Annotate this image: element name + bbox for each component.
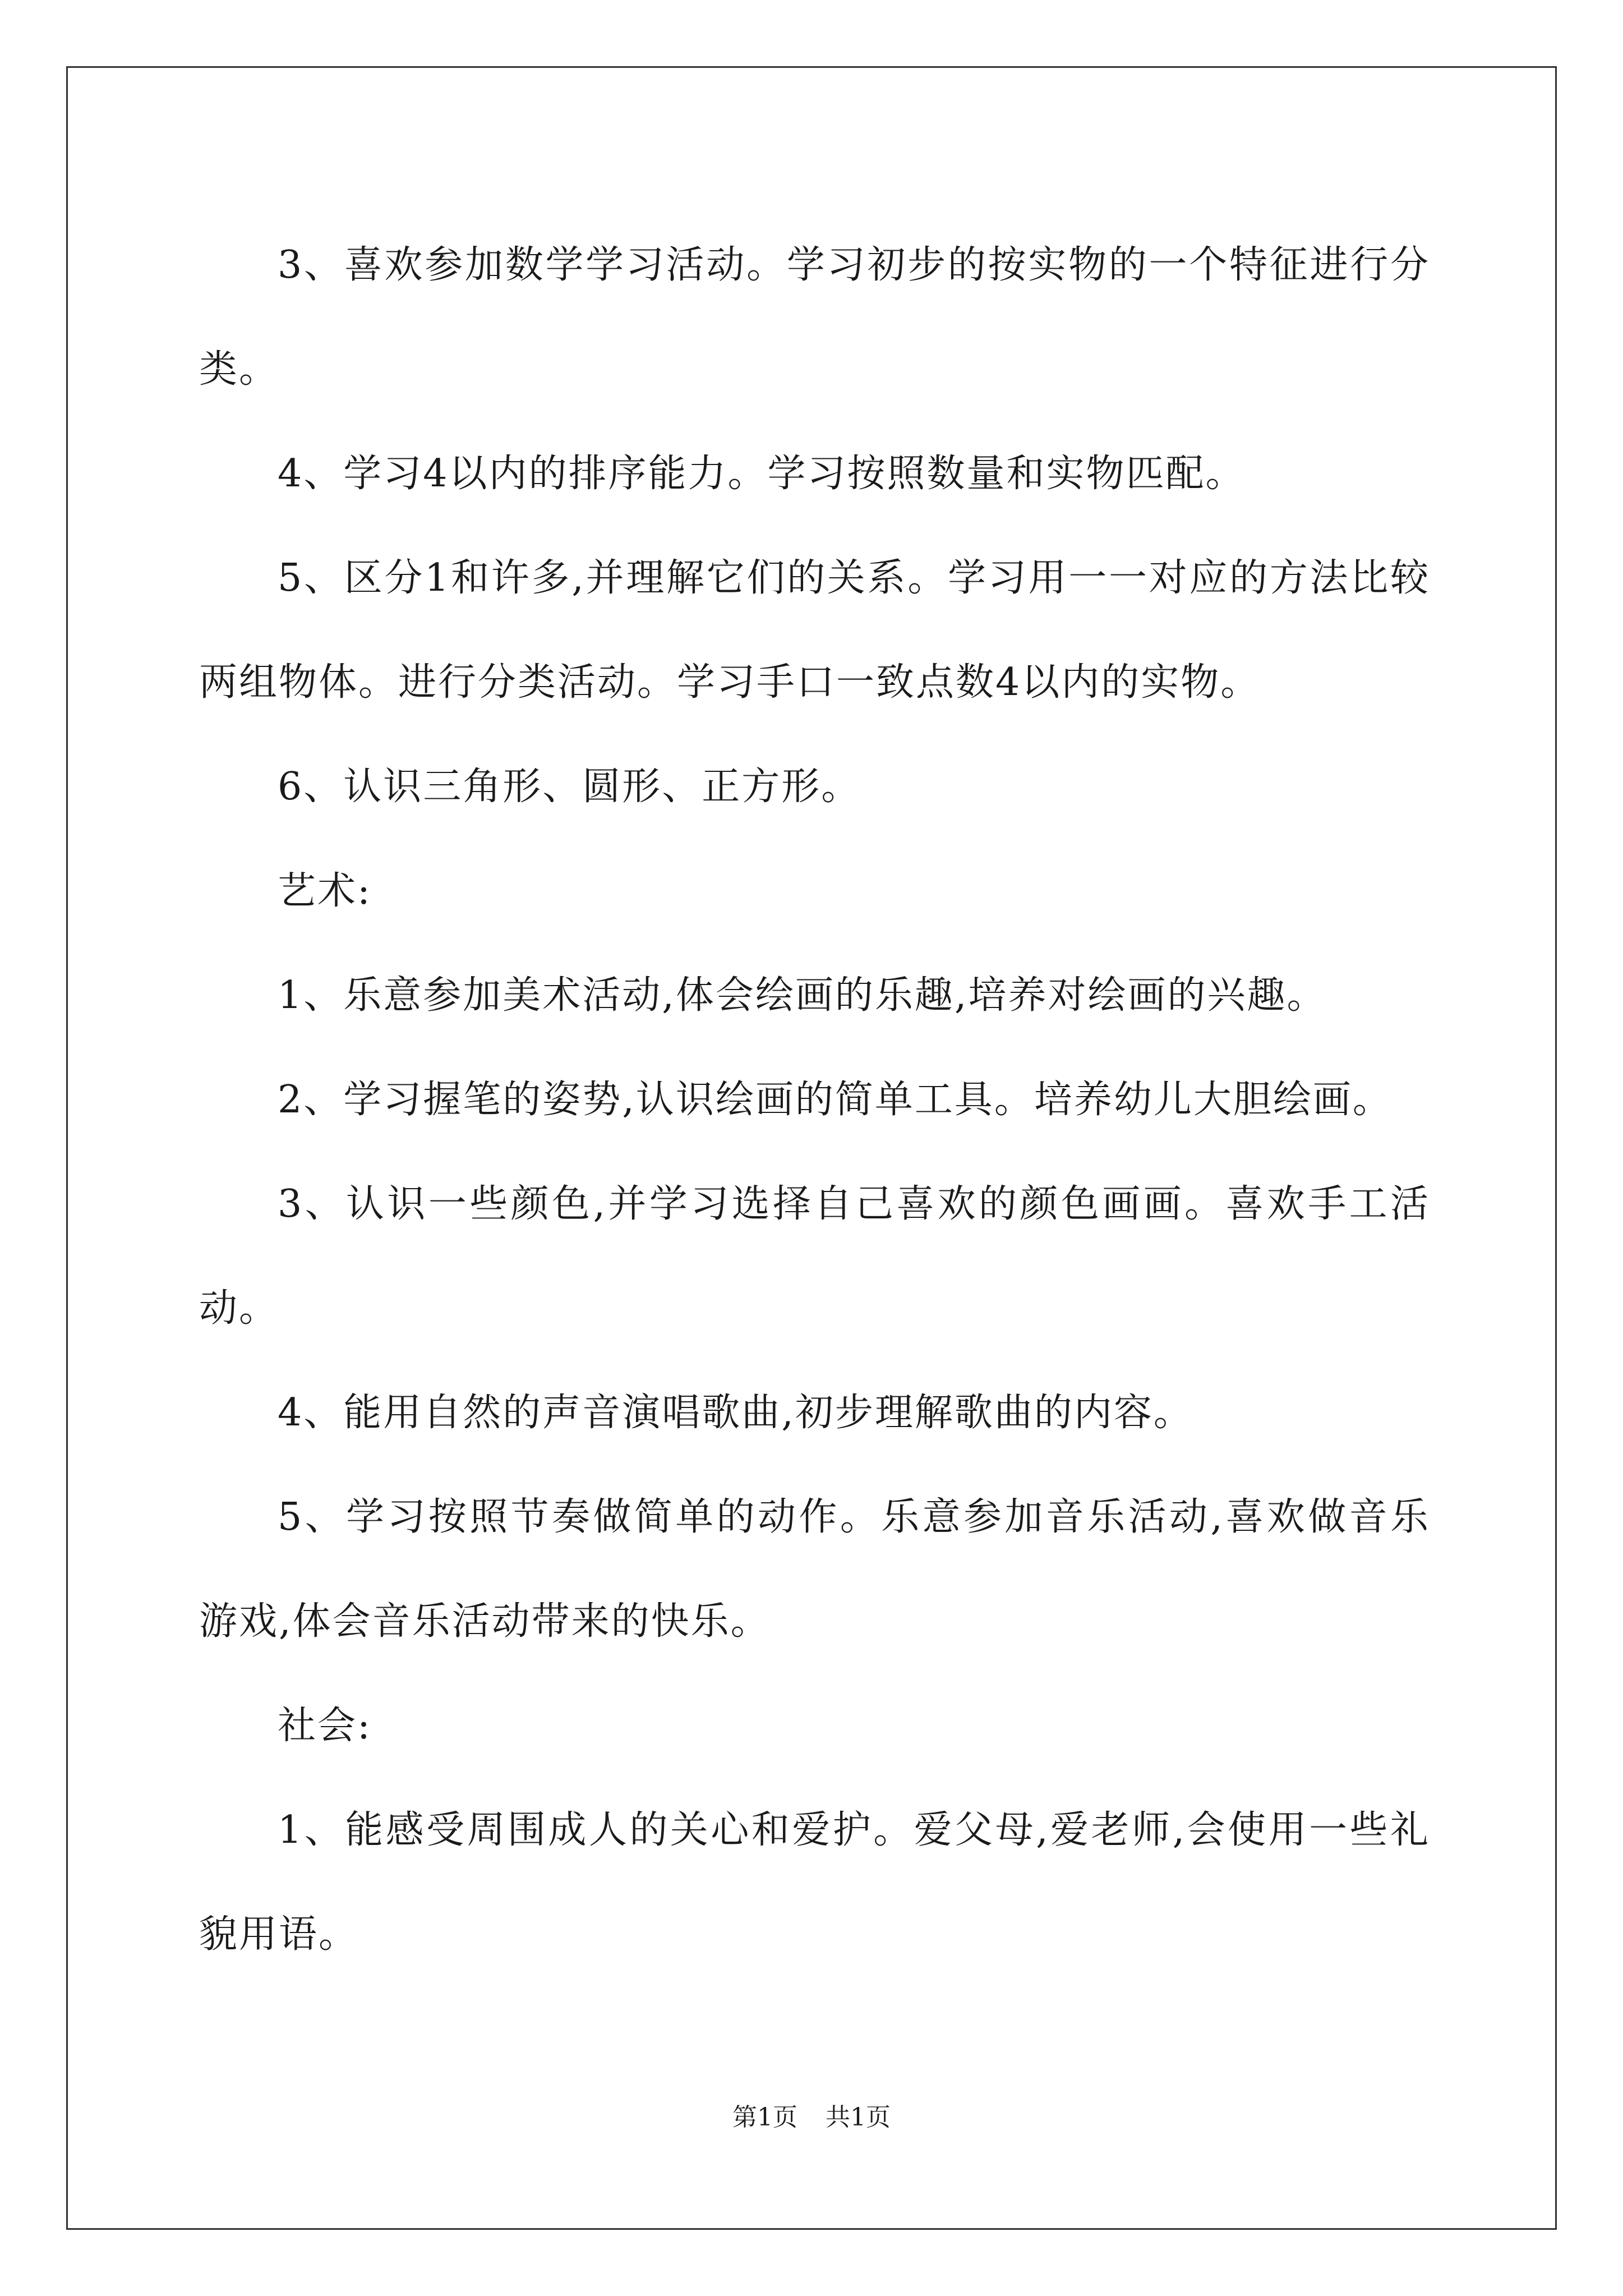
paragraph-math-5: 5、区分1和许多,并理解它们的关系。学习用一一对应的方法比较两组物体。进行分类活动。学习手口一致点数4以内的实物。 [199, 556, 1430, 705]
paragraph-math-3: 3、喜欢参加数学学习活动。学习初步的按实物的一个特征进行分类。 [199, 243, 1430, 392]
paragraph-art-1: 1、乐意参加美术活动,体会绘画的乐趣,培养对绘画的兴趣。 [278, 973, 1327, 1018]
paragraph-math-6: 6、认识三角形、圆形、正方形。 [278, 765, 861, 809]
page-footer [0, 2101, 1623, 2134]
paragraph-art-2: 2、学习握笔的姿势,认识绘画的简单工具。培养幼儿大胆绘画。 [278, 1078, 1393, 1122]
section-heading-social: 社会: [278, 1704, 372, 1748]
paragraph-art-5: 5、学习按照节奏做简单的动作。乐意参加音乐活动,喜欢做音乐游戏,体会音乐活动带来的快乐。 [199, 1495, 1430, 1644]
document-body [199, 213, 1430, 1987]
paragraph-art-3: 3、认识一些颜色,并学习选择自己喜欢的颜色画画。喜欢手工活动。 [199, 1182, 1430, 1331]
section-heading-art: 艺术: [278, 869, 372, 913]
paragraph-art-4: 4、能用自然的声音演唱歌曲,初步理解歌曲的内容。 [278, 1391, 1193, 1435]
page-total: 共1页 [826, 2103, 891, 2132]
page-number: 第1页 [732, 2103, 797, 2132]
paragraph-social-1: 1、能感受周围成人的关心和爱护。爱父母,爱老师,会使用一些礼貌用语。 [199, 1808, 1430, 1957]
paragraph-math-4: 4、学习4以内的排序能力。学习按照数量和实物匹配。 [278, 452, 1246, 496]
